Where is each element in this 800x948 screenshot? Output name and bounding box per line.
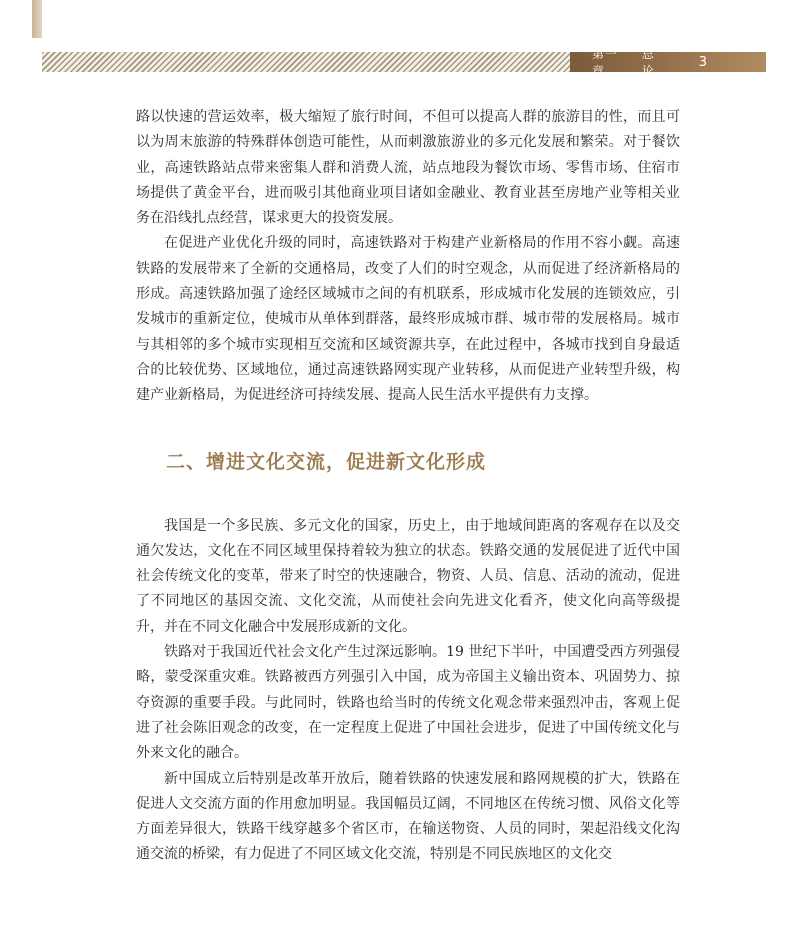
- paragraph-industry: 在促进产业优化升级的同时，高速铁路对于构建产业新格局的作用不容小觑。高速铁路的发展带来了全新的交通格局，改变了人们的时空观念，从而促进了经济新格局的形成。高速铁路加强了途经区域城市之间的有机联系，形成城市化发展的连锁效应，引发城市的重新定位，使城市从单体到群落，最终形成城市群、城市带的发展格局。城市与其相邻的多个城市实现相互交流和区域资源共享，在此过程中，各城市找到自身最适合的比较优势、区域地位，通过高速铁路网实现产业转移，从而促进产业转型升级，构建产业新格局，为促进经济可持续发展、提高人民生活水平提供有力支撑。: [136, 235, 680, 404]
- body-text: [136, 105, 680, 868]
- chapter-label: 第一章: [592, 47, 619, 78]
- paragraph-continued: 路以快速的营运效率，极大缩短了旅行时间，不但可以提高人群的旅游目的性，而且可以为周末旅游的特殊群体创造可能性，从而刺激旅游业的多元化发展和繁荣。对于餐饮业，高速铁路站点带来密集人群和消费人流，站点地段为餐饮市场、零售市场、住宿市场提供了黄金平台，进而吸引其他商业项目诸如金融业、教育业甚至房地产业等相关业务在沿线扎点经营，谋求更大的投资发展。: [136, 109, 680, 227]
- chapter-title: 总论: [641, 47, 660, 78]
- paragraph-culture-intro: 我国是一个多民族、多元文化的国家，历史上，由于地域间距离的客观存在以及交通欠发达，文化在不同区域里保持着较为独立的状态。铁路交通的发展促进了近代中国社会传统文化的变革，带来了时空的快速融合，物资、人员、信息、活动的流动，促进了不同地区的基因交流、文化交流，从而使社会向先进文化看齐，使文化向高等级提升，并在不同文化融合中发展形成新的文化。: [136, 517, 680, 635]
- paragraph-modern-history: 铁路对于我国近代社会文化产生过深远影响。19 世纪下半叶，中国遭受西方列强侵略，蒙受深重灾难。铁路被西方列强引入中国，成为帝国主义输出资本、巩固势力、掠夺资源的重要手段。与此同时，铁路也给当时的传统文化观念带来强烈冲击，客观上促进了社会陈旧观念的改变，在一定程度上促进了中国社会进步，促进了中国传统文化与外来文化的融合。: [136, 644, 680, 762]
- corner-tab-decoration: [32, 0, 42, 38]
- page-number: 3: [698, 54, 708, 70]
- paragraph-new-china: 新中国成立后特别是改革开放后，随着铁路的快速发展和路网规模的扩大，铁路在促进人文交流方面的作用愈加明显。我国幅员辽阔，不同地区在传统习惯、风俗文化等方面差异很大，铁路干线穿越多个省区市，在输送物资、人员的同时，架起沿线文化沟通交流的桥梁，有力促进了不同区域文化交流，特别是不同民族地区的文化交: [136, 770, 680, 863]
- section-heading: 二、增进文化交流，促进新文化形成: [166, 450, 487, 473]
- running-header: [570, 47, 766, 78]
